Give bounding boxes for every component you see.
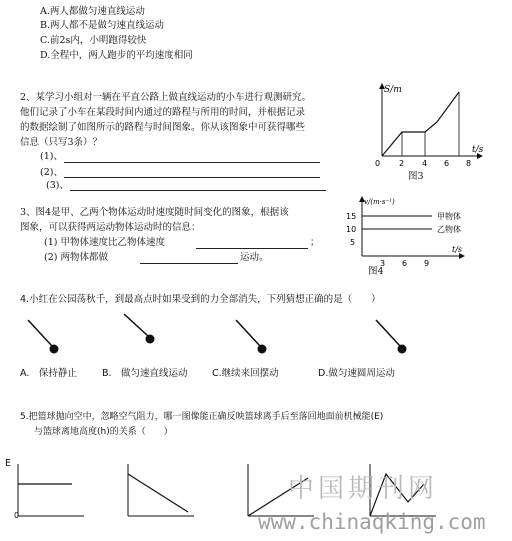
q1-option-a: A.两人都做匀速直线运动 [40,6,145,17]
q2-line-3: 的数据绘制了如图所示的路程与时间图象。你从该图象中可获得哪些 [20,122,306,133]
swing-figure-a [24,318,74,358]
q5-origin: 0 [14,511,20,520]
q5-question-line-2: 与篮球离地高度(h)的关系（ ） [34,427,173,437]
fig4-legend-jia: 甲物体 [437,212,461,221]
q3-item-1-end: ； [310,237,320,248]
fig4-ytick-5: 5 [350,238,356,247]
fig4-xtick-3: 3 [380,259,386,268]
q5-axis-label-e: E [5,458,12,469]
watermark-cn: 中国期刊网 [288,474,439,504]
fig3-xtick-8: 8 [466,159,472,168]
q1-option-c: C.前2s内，小明跑得较快 [40,35,147,46]
q1-option-b: B.两人都不是做匀速直线运动 [40,20,165,31]
fig3-origin: 0 [375,159,381,168]
fig3-xlabel: t/s [472,145,484,155]
q3-line-1: 3、图4是甲、乙两个物体运动时速度随时间变化的图象，根据该 [20,207,289,218]
q5-graph-b [122,462,202,522]
q5-question-line-1: 5.把篮球抛向空中，忽略空气阻力，哪一图像能正确反映篮球离手后至落回地面前机械能(E) [20,412,384,422]
swing-figure-d [372,318,422,358]
q4-option-c: C.继续来回摆动 [212,368,279,379]
fig4-ytick-15: 15 [346,212,357,221]
fig4-ylabel: v/(m·s⁻¹) [364,198,395,206]
q4-option-b: B. 做匀速直线运动 [102,368,188,379]
q2-blank-label-2: (2)、 [40,167,63,178]
q2-line-4: 信息（只写3条）？ [20,137,103,148]
q3-item-1: (1) 甲物体速度比乙物体速度 [44,237,165,248]
swing-figure-c [232,318,282,358]
q2-blank-label-3: (3)、 [46,180,69,191]
q2-answer-line-3[interactable] [70,190,326,191]
q2-line-1: 2、某学习小组对一辆在平直公路上做直线运动的小车进行观测研究。 [20,92,312,103]
fig3-path-line [382,92,459,156]
q3-line-2: 图象，可以获得两运动物体运动时的信息： [20,222,201,233]
q4-option-a: A. 保持静止 [20,368,77,379]
fig3-xtick-2: 2 [399,159,405,168]
watermark-url: www.chinaqking.com [258,510,486,534]
fig3-xtick-4: 4 [422,159,428,168]
q2-blank-label-1: (1)、 [40,151,63,162]
fig3-xtick-6: 6 [444,159,450,168]
fig3-caption: 图3 [408,171,424,182]
q2-answer-line-2[interactable] [64,177,320,178]
figure-4-vt-graph [340,196,480,276]
q3-answer-line-2[interactable] [140,263,238,264]
fig4-xtick-6: 6 [402,259,408,268]
fig3-ylabel: S/m [384,85,402,95]
q4-option-d: D.做匀速圆周运动 [318,368,395,379]
swing-figure-b [120,312,170,352]
fig4-caption: 图4 [368,266,384,277]
fig4-legend-yi: 乙物体 [437,225,461,234]
q3-item-2-end: 运动。 [240,252,269,263]
q4-question: 4.小红在公园荡秋千，到最高点时如果受到的力全部消失，下列猜想正确的是（ ） [20,294,381,305]
q3-item-2: (2) 两物体都做 [44,252,108,263]
q1-option-d: D.全程中，两人跑步的平均速度相同 [40,50,193,61]
figure-3-st-graph [372,82,492,177]
q2-line-2: 他们记录了小车在某段时间内通过的路程与所用的时间，并根据记录 [20,107,306,118]
fig4-ytick-10: 10 [346,225,357,234]
fig4-xlabel: t/s [452,245,463,254]
fig4-xtick-9: 9 [424,259,430,268]
q5-graph-a [12,462,92,522]
q3-answer-line-1[interactable] [196,248,308,249]
q2-answer-line-1[interactable] [64,162,320,163]
